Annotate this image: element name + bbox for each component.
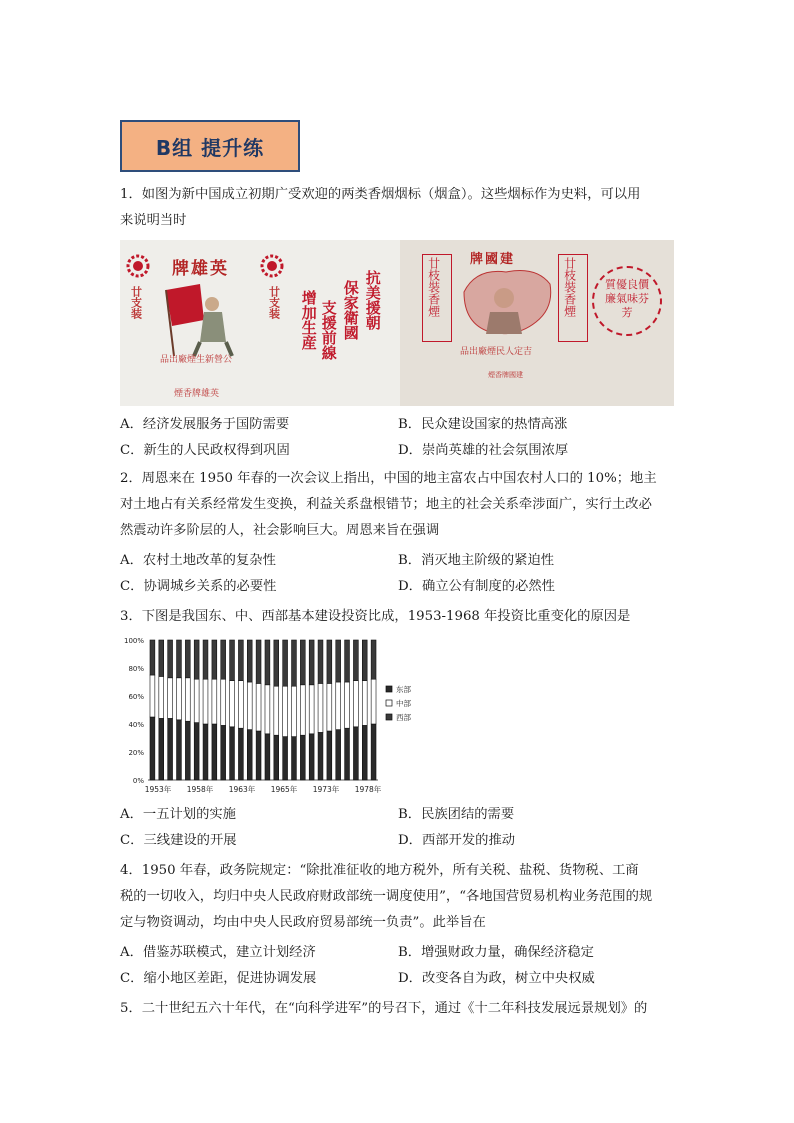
label-slogan: 支援前線 <box>319 300 338 360</box>
bar-西部-19 <box>318 640 323 683</box>
q1-option-c[interactable]: C．新生的人民政权得到巩固 <box>120 443 290 458</box>
bar-东部-20 <box>327 731 332 780</box>
bar-西部-9 <box>230 640 235 681</box>
q3-option-b[interactable]: B．民族团结的需要 <box>398 807 515 822</box>
bar-中部-4 <box>185 678 190 721</box>
q3-option-d[interactable]: D．西部开发的推动 <box>398 833 516 848</box>
bar-东部-5 <box>194 723 199 780</box>
bar-西部-24 <box>362 640 367 681</box>
bar-中部-21 <box>336 682 341 730</box>
label-side-box <box>422 254 452 342</box>
q2-option-d[interactable]: D．确立公有制度的必然性 <box>398 579 555 594</box>
q1-stem-line1: 1．如图为新中国成立初期广受欢迎的两类香烟烟标（烟盒）。这些烟标作为史料，可以用 <box>120 187 641 202</box>
bar-东部-21 <box>336 730 341 780</box>
q2-stem-line1: 2．周恩来在 1950 年春的一次会议上指出，中国的地主富农占中国农村人口的 10%；地主 <box>120 471 657 486</box>
y-tick-label: 0% <box>132 777 144 785</box>
label-slogan: 抗美援朝 <box>363 270 382 330</box>
x-tick-label: 1958年 <box>186 785 214 794</box>
bar-西部-12 <box>256 640 261 683</box>
bar-中部-14 <box>274 686 279 735</box>
bar-东部-3 <box>177 720 182 780</box>
bar-中部-24 <box>362 681 367 726</box>
bar-西部-25 <box>371 640 376 679</box>
bar-西部-7 <box>212 640 217 679</box>
bar-东部-6 <box>203 724 208 780</box>
bar-东部-7 <box>212 724 217 780</box>
bar-中部-16 <box>292 686 297 736</box>
q4-option-d[interactable]: D．改变各自为政，树立中央权威 <box>398 971 595 986</box>
bar-中部-15 <box>283 686 288 736</box>
soldier-flag-illustration <box>160 280 240 358</box>
y-tick-label: 20% <box>128 749 144 757</box>
legend-swatch <box>386 686 392 692</box>
bar-东部-18 <box>309 734 314 780</box>
investment-share-chart <box>118 634 428 798</box>
bar-中部-1 <box>159 676 164 718</box>
bar-东部-12 <box>256 731 261 780</box>
bar-西部-23 <box>353 640 358 681</box>
section-banner: B组 提升练 <box>120 120 300 172</box>
bar-西部-14 <box>274 640 279 686</box>
legend-swatch <box>386 700 392 706</box>
label-bottom-text: 煙香牌雄英 <box>174 389 220 399</box>
label-slogan: 增加生産 <box>299 290 318 350</box>
q1-stem <box>120 182 676 234</box>
bar-中部-10 <box>238 681 243 729</box>
bar-东部-0 <box>150 717 155 780</box>
quality-badge <box>592 266 662 336</box>
label-side-text: 廿支装 <box>267 286 281 319</box>
china-map-illustration <box>456 262 556 342</box>
label-maker-text: 品出廠煙民人定吉 <box>460 347 533 357</box>
q4-stem-line1: 4．1950 年春，政务院规定：“除批准征收的地方税外，所有关税、盐税、货物税、工商 <box>120 863 639 878</box>
bar-中部-8 <box>221 679 226 725</box>
q3-stem: 3．下图是我国东、中、西部基本建设投资比成，1953-1968 年投资比重变化的原因是 <box>120 609 631 624</box>
bar-西部-3 <box>177 640 182 678</box>
bar-中部-9 <box>230 681 235 727</box>
bar-中部-22 <box>345 682 350 728</box>
bar-西部-6 <box>203 640 208 679</box>
bar-西部-13 <box>265 640 270 685</box>
bar-东部-8 <box>221 725 226 780</box>
x-tick-label: 1963年 <box>228 785 256 794</box>
legend-label: 中部 <box>396 699 411 708</box>
legend-label: 西部 <box>396 713 411 722</box>
label-side-text: 廿支装 <box>129 286 143 319</box>
bar-中部-17 <box>300 685 305 735</box>
bar-中部-20 <box>327 683 332 731</box>
bar-西部-11 <box>247 640 252 682</box>
q1-option-d[interactable]: D．崇尚英雄的社会氛围浓厚 <box>398 443 569 458</box>
bar-东部-2 <box>168 718 173 780</box>
bar-东部-19 <box>318 732 323 780</box>
bar-中部-2 <box>168 678 173 719</box>
q4-option-a[interactable]: A．借鉴苏联模式，建立计划经济 <box>120 945 316 960</box>
y-tick-label: 40% <box>128 721 144 729</box>
q2-option-a[interactable]: A．农村土地改革的复杂性 <box>120 553 276 568</box>
q4-stem-line3: 定与物资调动，均由中央人民政府贸易部统一负责”。此举旨在 <box>120 915 486 930</box>
bar-东部-11 <box>247 730 252 780</box>
bar-中部-25 <box>371 679 376 724</box>
bar-西部-8 <box>221 640 226 679</box>
q4-options <box>120 940 676 992</box>
bar-东部-4 <box>185 721 190 780</box>
q1-stem-line2: 来说明当时 <box>120 213 187 228</box>
yingxiong-cigarette-label <box>120 240 400 406</box>
q3-option-a[interactable]: A．一五计划的实施 <box>120 807 236 822</box>
legend-label: 东部 <box>396 685 411 694</box>
q2-option-c[interactable]: C．协调城乡关系的必要性 <box>120 579 277 594</box>
bar-中部-7 <box>212 679 217 724</box>
q3-options <box>120 802 676 854</box>
bar-西部-10 <box>238 640 243 681</box>
q1-option-a[interactable]: A．经济发展服务于国防需要 <box>120 417 290 432</box>
q2-stem <box>120 466 676 544</box>
bar-中部-23 <box>353 681 358 727</box>
bar-东部-1 <box>159 718 164 780</box>
q5-stem: 5．二十世纪五六十年代，在“向科学进军”的号召下，通过《十二年科技发展远景规划》的 <box>120 1001 648 1016</box>
bar-西部-21 <box>336 640 341 682</box>
bar-东部-22 <box>345 728 350 780</box>
bar-东部-9 <box>230 727 235 780</box>
q4-option-c[interactable]: C．缩小地区差距，促进协调发展 <box>120 971 317 986</box>
gear-emblem-icon <box>260 254 284 278</box>
q2-option-b[interactable]: B．消灭地主阶级的紧迫性 <box>398 553 555 568</box>
legend-swatch <box>386 714 392 720</box>
y-tick-label: 100% <box>123 637 144 645</box>
label-brand-jianguo: 牌國建 <box>470 252 516 267</box>
gear-emblem-icon <box>126 254 150 278</box>
bar-中部-3 <box>177 678 182 720</box>
q4-stem <box>120 858 676 936</box>
label-side-box <box>558 254 588 342</box>
q3-option-c[interactable]: C．三线建设的开展 <box>120 833 237 848</box>
q1-option-b[interactable]: B．民众建设国家的热情高涨 <box>398 417 568 432</box>
x-tick-label: 1978年 <box>354 785 382 794</box>
bar-西部-1 <box>159 640 164 676</box>
label-maker-text: 品出廠煙生新營公 <box>160 355 233 365</box>
bar-中部-5 <box>194 679 199 722</box>
label-brand-yingxiong: 牌雄英 <box>172 259 229 279</box>
bar-东部-15 <box>283 737 288 780</box>
label-side-text: 廿枝裝香煙 <box>562 257 577 317</box>
q2-options <box>120 548 676 600</box>
bar-西部-22 <box>345 640 350 682</box>
bar-中部-11 <box>247 682 252 730</box>
bar-西部-0 <box>150 640 155 675</box>
label-bottom-text: 煙香牌國建 <box>488 371 523 379</box>
bar-中部-13 <box>265 685 270 734</box>
bar-东部-13 <box>265 734 270 780</box>
jianguo-cigarette-label <box>400 240 674 406</box>
q2-stem-line3: 然震动许多阶层的人，社会影响巨大。周恩来旨在强调 <box>120 523 440 538</box>
bar-西部-18 <box>309 640 314 685</box>
q1-options <box>120 412 676 464</box>
y-tick-label: 80% <box>128 665 144 673</box>
x-tick-label: 1973年 <box>312 785 340 794</box>
bar-中部-18 <box>309 685 314 734</box>
bar-中部-19 <box>318 683 323 732</box>
x-tick-label: 1953年 <box>144 785 172 794</box>
x-tick-label: 1965年 <box>270 785 298 794</box>
label-slogan: 保家衛國 <box>341 280 360 340</box>
bar-中部-12 <box>256 683 261 731</box>
bar-中部-6 <box>203 679 208 724</box>
quality-badge-text: 質優良價廉氣味芬芳 <box>605 278 649 319</box>
label-side-text: 廿枝裝香煙 <box>426 257 441 317</box>
bar-西部-2 <box>168 640 173 678</box>
bar-西部-17 <box>300 640 305 685</box>
bar-东部-10 <box>238 728 243 780</box>
bar-西部-4 <box>185 640 190 678</box>
bar-东部-14 <box>274 735 279 780</box>
bar-东部-25 <box>371 724 376 780</box>
bar-西部-20 <box>327 640 332 683</box>
q4-option-b[interactable]: B．增强财政力量，确保经济稳定 <box>398 945 594 960</box>
bar-东部-23 <box>353 727 358 780</box>
q4-stem-line2: 税的一切收入，均归中央人民政府财政部统一调度使用”，“各地国营贸易机构业务范围的规 <box>120 889 653 904</box>
bar-西部-15 <box>283 640 288 686</box>
bar-东部-24 <box>362 725 367 780</box>
bar-西部-16 <box>292 640 297 686</box>
q2-stem-line2: 对土地占有关系经常发生变换，利益关系盘根错节；地主的社会关系牵涉面广，实行土改必 <box>120 497 652 512</box>
bar-东部-16 <box>292 737 297 780</box>
bar-中部-0 <box>150 675 155 717</box>
cigarette-labels-image <box>120 240 674 406</box>
y-tick-label: 60% <box>128 693 144 701</box>
bar-西部-5 <box>194 640 199 679</box>
bar-东部-17 <box>300 735 305 780</box>
